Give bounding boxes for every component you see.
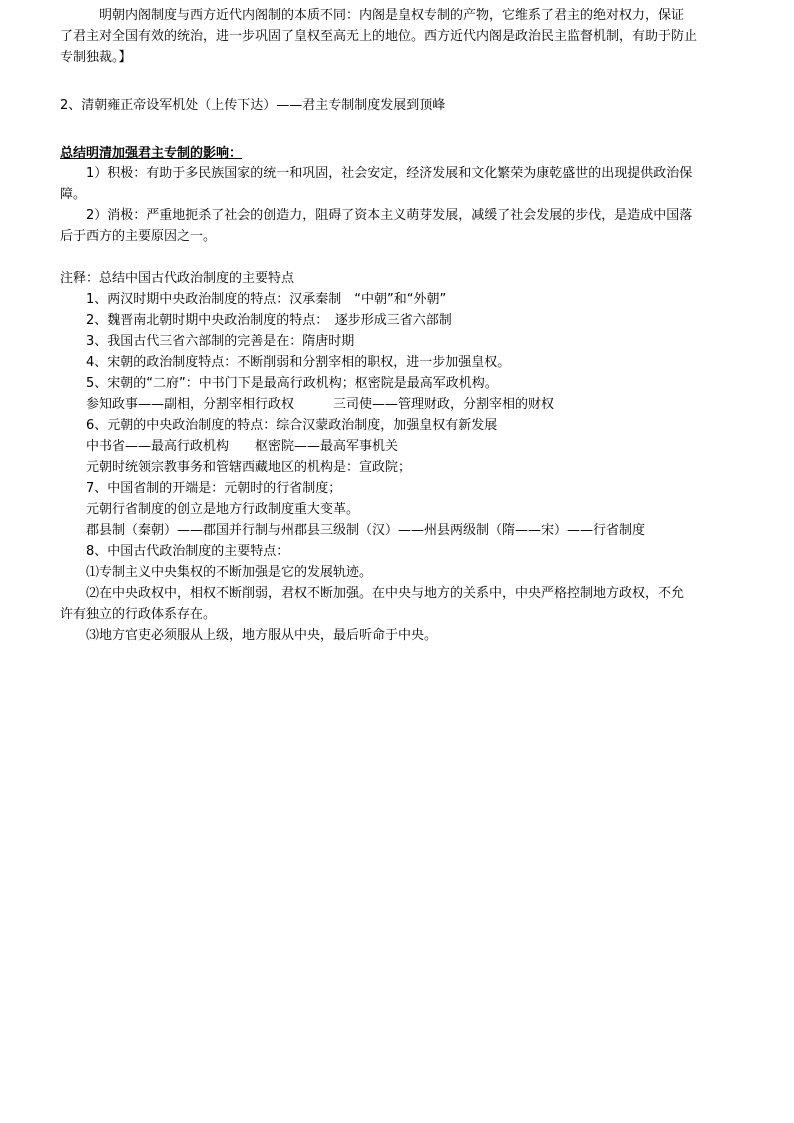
note-item-8: 8、中国古代政治制度的主要特点：: [60, 544, 290, 559]
note-item-6: 6、元朝的中央政治制度的特点：综合汉蒙政治制度，加强皇权有新发展: [60, 418, 498, 433]
note-heading: 注释：总结中国古代政治制度的主要特点: [60, 271, 295, 286]
note-item-7: 7、中国省制的开端是：元朝时的行省制度；: [60, 481, 342, 496]
note-item-7c: 郡县制（秦朝）——郡国并行制与州郡县三级制（汉）——州县两级制（隋——宋）——行省制度: [60, 523, 646, 538]
note-item-4: 4、宋朝的政治制度特点：不断削弱和分割宰相的职权，进一步加强皇权。: [60, 355, 511, 370]
note-item-3: 3、我国古代三省六部制的完善是在：隋唐时期: [60, 334, 355, 349]
note-item-7b: 元朝行省制度的创立是地方行政制度重大变革。: [60, 502, 360, 517]
negative-line-1: 2）消极：严重地扼杀了社会的创造力，阻碍了资本主义萌芽发展，减缓了社会发展的步伐，是造成中国落: [60, 208, 693, 223]
note-item-6b: 中书省——最高行政机构 枢密院——最高军事机关: [60, 439, 399, 454]
note-item-5b: 参知政事——副相，分割宰相行政权 三司使——管理财政，分割宰相的财权: [60, 397, 555, 412]
summary-heading: 总结明清加强君主专制的影响：: [60, 146, 243, 161]
note-item-5: 5、宋朝的“二府”：中书门下是最高行政机构；枢密院是最高军政机构。: [60, 376, 498, 391]
note-item-8b-line-2: 许有独立的行政体系存在。: [60, 607, 217, 622]
note-item-8c: ⑶地方官吏必须服从上级，地方服从中央，最后听命于中央。: [60, 628, 438, 643]
note-item-6c: 元朝时统领宗教事务和管辖西藏地区的机构是：宣政院；: [60, 460, 412, 475]
note-item-1: 1、两汉时期中央政治制度的特点：汉承秦制 “中朝”和“外朝”: [60, 292, 447, 307]
positive-line-2: 障。: [60, 187, 87, 202]
note-item-8b-line-1: ⑵在中央政权中，相权不断削弱，君权不断加强。在中央与地方的关系中，中央严格控制地方政权，不允: [60, 586, 685, 601]
note-item-2: 2、魏晋南北朝时期中央政治制度的特点： 逐步形成三省六部制: [60, 313, 452, 328]
positive-line-1: 1）积极：有助于多民族国家的统一和巩固，社会安定，经济发展和文化繁荣为康乾盛世的出现提供政治保: [60, 166, 693, 181]
qing-junjichu-line: 2、清朝雍正帝设军机处（上传下达）——君主专制制度发展到顶峰: [60, 98, 446, 113]
intro-line-2: 了君主对全国有效的统治，进一步巩固了皇权至高无上的地位。西方近代内阁是政治民主监督机制，有助于防止: [60, 29, 698, 44]
intro-line-1: 明朝内阁制度与西方近代内阁制的本质不同：内阁是皇权专制的产物，它维系了君主的绝对权力，保证: [60, 8, 685, 23]
negative-line-2: 后于西方的主要原因之一。: [60, 229, 217, 244]
intro-line-3: 专制独裁。】: [60, 50, 132, 65]
note-item-8a: ⑴专制主义中央集权的不断加强是它的发展轨迹。: [60, 565, 373, 580]
